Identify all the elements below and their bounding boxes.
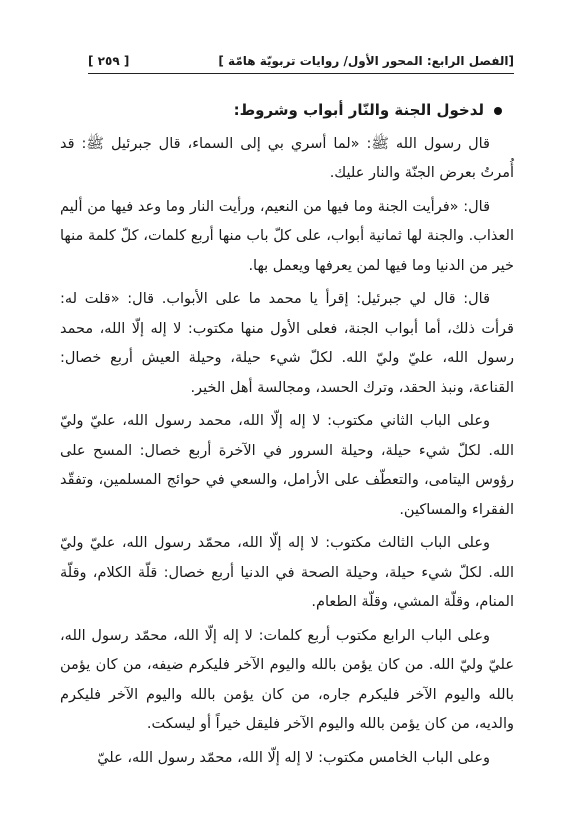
paragraph: وعلى الباب الرابع مكتوب أربع كلمات: لا إله إلّا الله، محمّد رسول الله، عليّ وليّ الله. من كان يؤمن بالله واليوم الآخر فليكرم ضيفه، من كان يؤمن بالله واليوم الآخر فليكرم جاره، من كان يؤمن بالله واليوم الآخر فليكرم والديه، من كان يؤمن بالله واليوم الآخر فليقل خيراً أو ليسكت.	[60, 627, 514, 732]
bullet-icon	[494, 107, 502, 115]
chapter-title: [الفصل الرابع: المحور الأول/ روايات تربويّة هامّة ]	[218, 54, 514, 68]
paragraph: وعلى الباب الثالث مكتوب: لا إله إلّا الله، محمّد رسول الله، عليّ وليّ الله. لكلّ شيء حيلة، وحيلة الصحة في الدنيا أربع خصال: قلّة الكلام، وقلّة المنام، وقلّة المشي، وقلّة الطعام.	[60, 535, 514, 610]
body-text	[60, 96, 514, 777]
section-heading-text: لدخول الجنة والنّار أبواب وشروط:	[233, 101, 484, 119]
header-rule	[88, 73, 514, 74]
paragraph: قال: «فرأيت الجنة وما فيها من النعيم، ورأيت النار وما وعد فيها من أليم العذاب. والجنة لها ثمانية أبواب، على كلّ باب منها أربع كلمات، كلّ كلمة منها خير من الدنيا وما فيها لمن يعرفها ويعمل بها.	[60, 198, 514, 274]
paragraph: قال: قال لي جبرئيل: إقرأ يا محمد ما على الأبواب. قال: «قلت له: قرأت ذلك، أما أبواب الجنة، فعلى الأول منها مكتوب: لا إله إلّا الله، محمد رسول الله، عليّ وليّ الله. لكلّ شيء حيلة، وحيلة العيش أربع خصال: القناعة، ونبذ الحقد، وترك الحسد، ومجالسة أهل الخير.	[60, 291, 514, 396]
paragraph: قال رسول الله ﷺ: «لما أسري بي إلى السماء، قال جبرئيل ﷺ: قد أُمرتُ بعرض الجنّة والنار عليك.	[60, 135, 514, 181]
running-header	[88, 50, 514, 72]
page-number: [ ٢٥٩ ]	[88, 54, 130, 68]
paragraph: وعلى الباب الثاني مكتوب: لا إله إلّا الله، محمد رسول الله، عليّ وليّ الله. لكلّ شيء حيلة، وحيلة السرور في الآخرة أربع خصال: المسح على رؤوس اليتامى، والتعطّف على الأرامل، والسعي في حوائج المسلمين، وتفقّد الفقراء والمساكين.	[60, 413, 514, 518]
paragraph: وعلى الباب الخامس مكتوب: لا إله إلّا الله، محمّد رسول الله، عليّ	[97, 749, 490, 766]
section-heading	[60, 96, 514, 126]
